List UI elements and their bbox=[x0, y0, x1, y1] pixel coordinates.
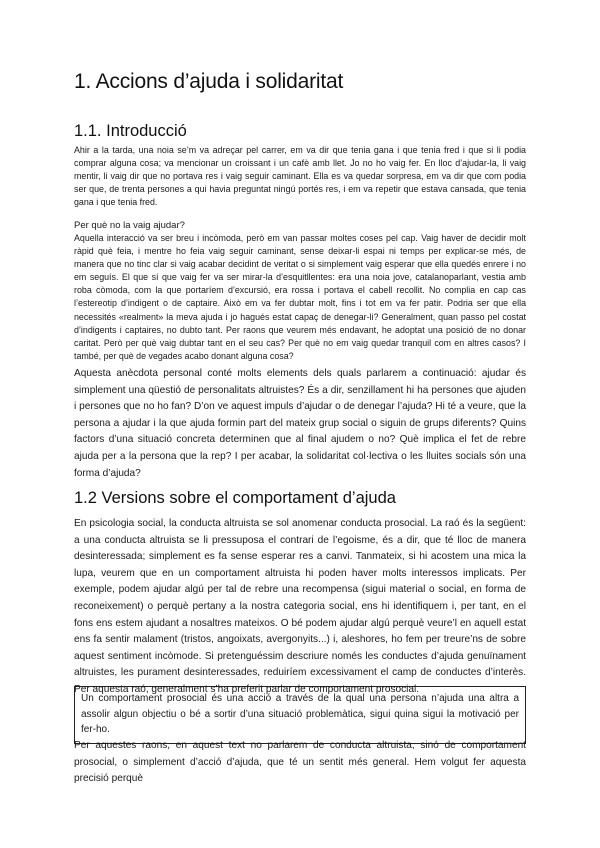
intro-paragraph-1: Ahir a la tarda, una noia se’m va adreçar pel carrer, em va dir que tenia gana i que tenia fred i que si li podia comprar alguna cosa; va mencionar un croissant i un cafè amb llet. Jo no ho vaig fer. En lloc d’ajudar-la, li vaig mentir, li vaig dir que no portava res i vaig seguir caminant. Ella es va quedar sorpresa, em va dir que com podia ser que, de trenta persones a qui havia preguntat ningú portés res, i em va repetir que estava cansada, que tenia gana i que tenia fred. bbox=[74, 145, 526, 208]
section-title-versions: 1.2 Versions sobre el comportament d’ajuda bbox=[74, 489, 396, 507]
intro-question: Per què no la vaig ajudar? bbox=[74, 220, 185, 231]
versions-paragraph-2: Per aquestes raons, en aquest text no parlarem de conducta altruista, sinó de comportament prosocial, o simplement d’acció d’ajuda, que té un sentit més general. Hem volgut fer aquesta precisió perquè bbox=[74, 740, 526, 785]
versions-paragraph-1: En psicologia social, la conducta altruista se sol anomenar conducta prosocial. La raó és la següent: a una conducta altruista se li pressuposa el contrari de l’egoisme, és a dir, que té lloc de manera desinteressada; simplement es fa sense esperar res a canvi. Tanmateix, si hi acostem una mica la lupa, veurem que en un comportament altruista hi poden haver molts interessos implicats. Per exemple, podem ajudar algú per tal de rebre una recompensa (sigui material o social, en forma de reconeixement) o perquè pertany a la nostra categoria social, ens hi identifiquem i, per tant, en el fons ens estem ajudant a nosaltres mateixos. O bé podem ajudar algú perquè veure’l en aquell estat ens fa sentir malament (tristos, angoixats, avergonyits...) i, aleshores, ho fem per treure’ns de sobre aquest sentiment incòmode. Si pretenguéssim descriure només les conductes d’ajuda genuïnament altruistes, les purament desinteressades, reduiríem excessivament el camp de conductes d’interès. Per aquesta raó, generalment s’ha preferit parlar de comportament prosocial. bbox=[74, 518, 526, 695]
section-title-intro: 1.1. Introducció bbox=[74, 122, 187, 140]
chapter-heading: 1. Accions d’ajuda i solidaritat bbox=[74, 70, 344, 93]
intro-paragraph-3: Aquesta anècdota personal conté molts elements dels quals parlarem a continuació: ajudar és simplement una qüestió de personalitats altruistes? És a dir, senzillament hi ha persones que ajuden i persones que no ho fan? D’on ve aquest impuls d’ajudar o de denegar l’ajuda? Hi té a veure, que la persona a ajudar i la que ajuda formin part del mateix grup social o siguin de grups diferents? Quins factors d’una situació concreta determinen que al final ajudem o no? Què implica el fet de rebre ajuda per a la persona que la rep? I per acabar, la solidaritat col·lectiva o les lluites socials són una forma d’ajuda? bbox=[74, 368, 526, 479]
intro-paragraph-2: Aquella interacció va ser breu i incòmoda, però em van passar moltes coses pel cap. Vaig haver de decidir molt ràpid què feia, i mentre ho feia vaig seguir caminant, sense deixar-li espai ni temps per explicar-se més, de manera que no tinc clar si vaig acabar decidint de veritat o si simplement vaig esperar que ella quedés enrere i no em seguís. El que sí que vaig fer va ser mirar-la d’esquitllentes: era una noia jove, catalanoparlant, vestia amb roba còmoda, com la que portaríem d’excursió, era rossa i portava el cabell recollit. No complia en cap cas l’estereotip d’indigent o de captaire. Això em va fer dubtar molt, fins i tot em va fer patir. Podria ser que ella necessités «realment» la meva ajuda i jo hagués estat capaç de denegar-li? Generalment, quan passo pel costat d’indigents i captaires, no dubto tant. Per raons que veurem més endavant, he adoptat una posició de no donar caritat. Però per què vaig dubtar tant en el seu cas? Per què no em vaig quedar tranquil com en altres casos? I també, per què de vegades acabo donant alguna cosa? bbox=[74, 233, 526, 361]
definition-box: Un comportament prosocial és una acció a través de la qual una persona n’ajuda una altra a assolir algun objectiu o bé a sortir d’una situació problemàtica, sigui quina sigui la motivació per fer-ho. bbox=[74, 686, 526, 744]
